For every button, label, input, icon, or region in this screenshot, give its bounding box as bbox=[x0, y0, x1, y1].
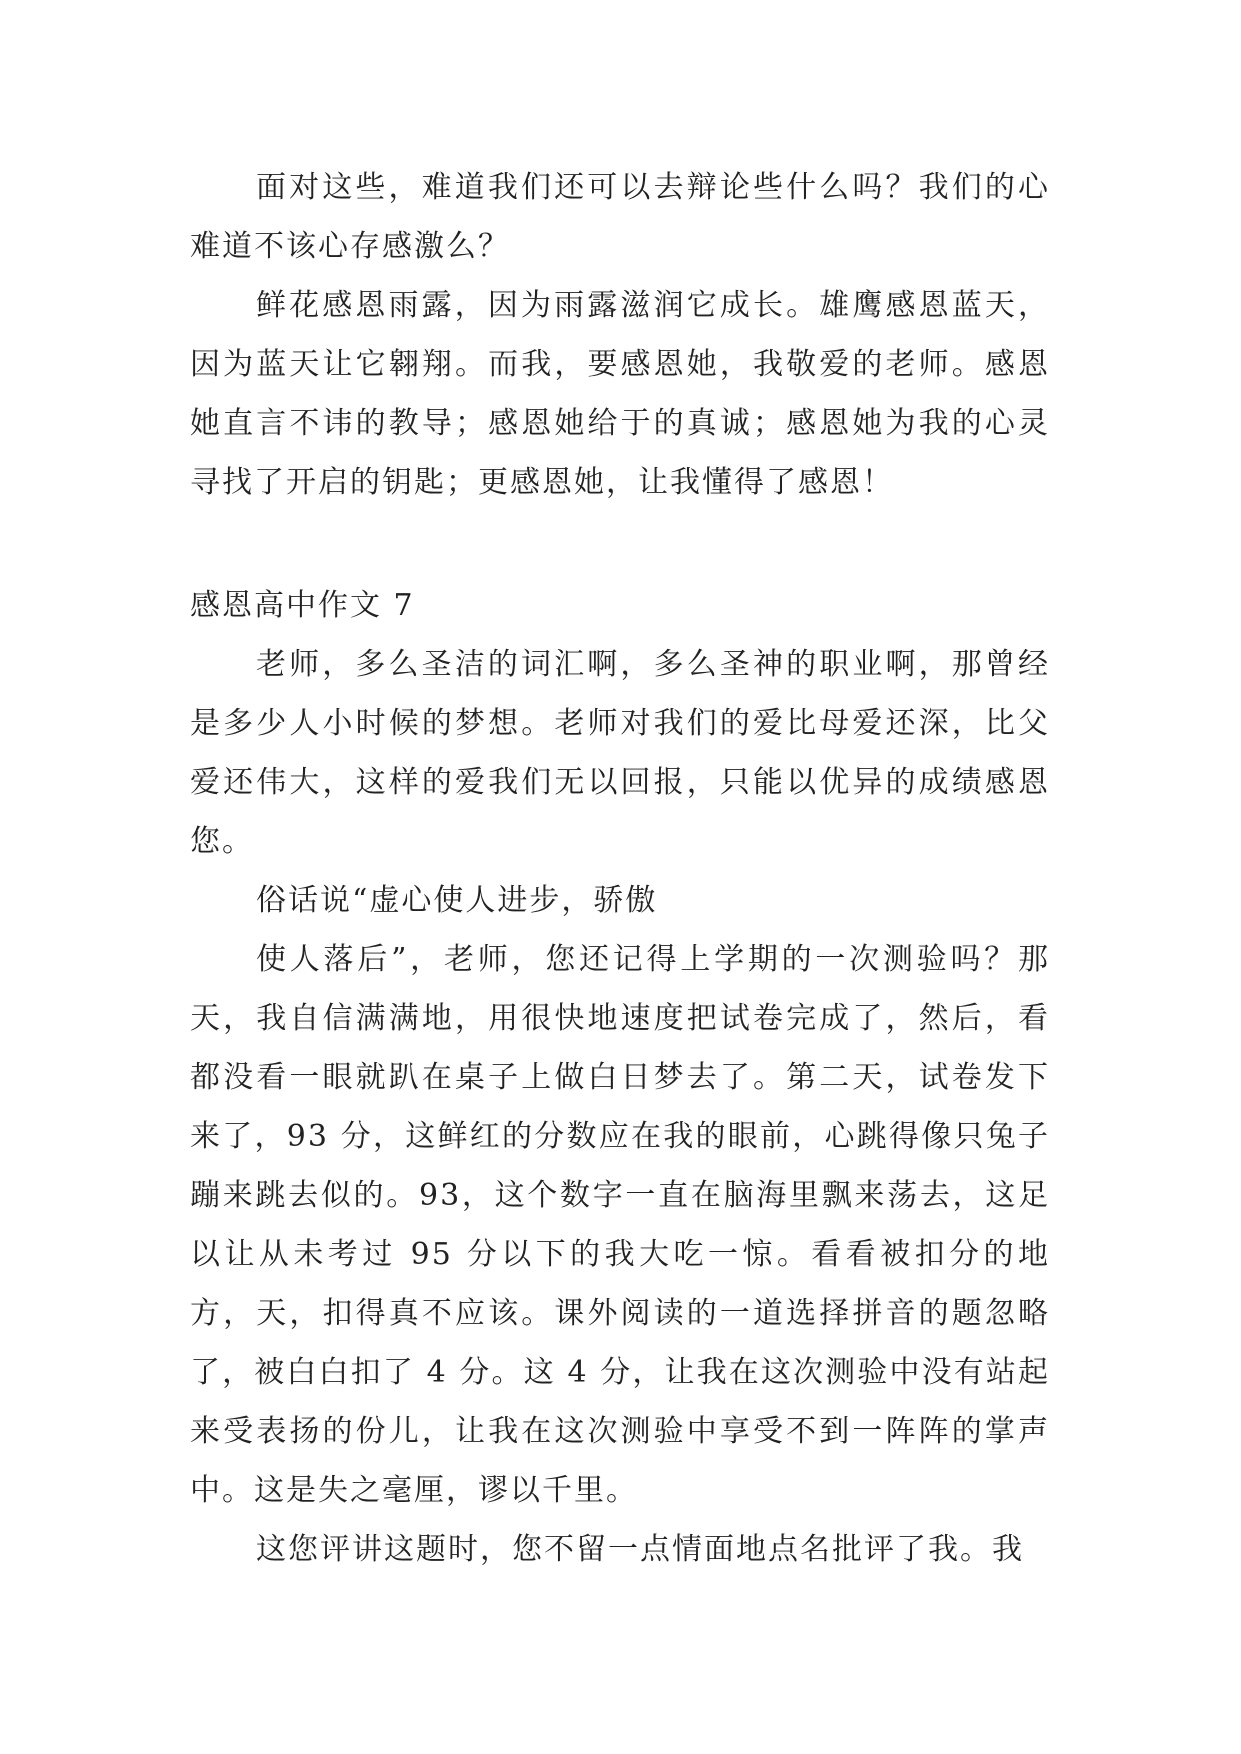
paragraph-gratitude-question: 面对这些，难道我们还可以去辩论些什么吗？我们的心难道不该心存感激么？ bbox=[190, 170, 1050, 264]
section-title: 感恩高中作文 7 bbox=[190, 588, 415, 623]
paragraph-gratitude-teacher: 鲜花感恩雨露，因为雨露滋润它成长。雄鹰感恩蓝天，因为蓝天让它翱翔。而我，要感恩她，我敬爱的老师。感恩她直言不讳的教导；感恩她给于的真诚；感恩她为我的心灵寻找了开启的钥匙；更感恩她，让我懂得了感恩！ bbox=[190, 288, 1050, 500]
paragraph-teacher-praise: 老师，多么圣洁的词汇啊，多么圣神的职业啊，那曾经是多少人小时候的梦想。老师对我们的爱比母爱还深，比父爱还伟大，这样的爱我们无以回报，只能以优异的成绩感恩您。 bbox=[190, 647, 1050, 859]
paragraph-proverb: 俗话说“虚心使人进步，骄傲 bbox=[256, 883, 658, 918]
document-body bbox=[190, 158, 1050, 1579]
paragraph-test-story: 使人落后”，老师，您还记得上学期的一次测验吗？那天，我自信满满地，用很快地速度把试卷完成了，然后，看都没看一眼就趴在桌子上做白日梦去了。第二天，试卷发下来了，93 分，这鲜红的分数应在我的眼前，心跳得像只兔子蹦来跳去似的。93，这个数字一直在脑海里飘来荡去，这足以让从未考过 95 分以下的我大吃一惊。看看被扣分的地方，天，扣得真不应该。课外阅读的一道选择拼音的题忽略了，被白白扣了 4 分。这 4 分，让我在这次测验中没有站起来受表扬的份儿，让我在这次测验中享受不到一阵阵的掌声中。这是失之毫厘，谬以千里。 bbox=[190, 942, 1050, 1508]
paragraph-criticism: 这您评讲这题时，您不留一点情面地点名批评了我。我 bbox=[256, 1532, 1024, 1567]
